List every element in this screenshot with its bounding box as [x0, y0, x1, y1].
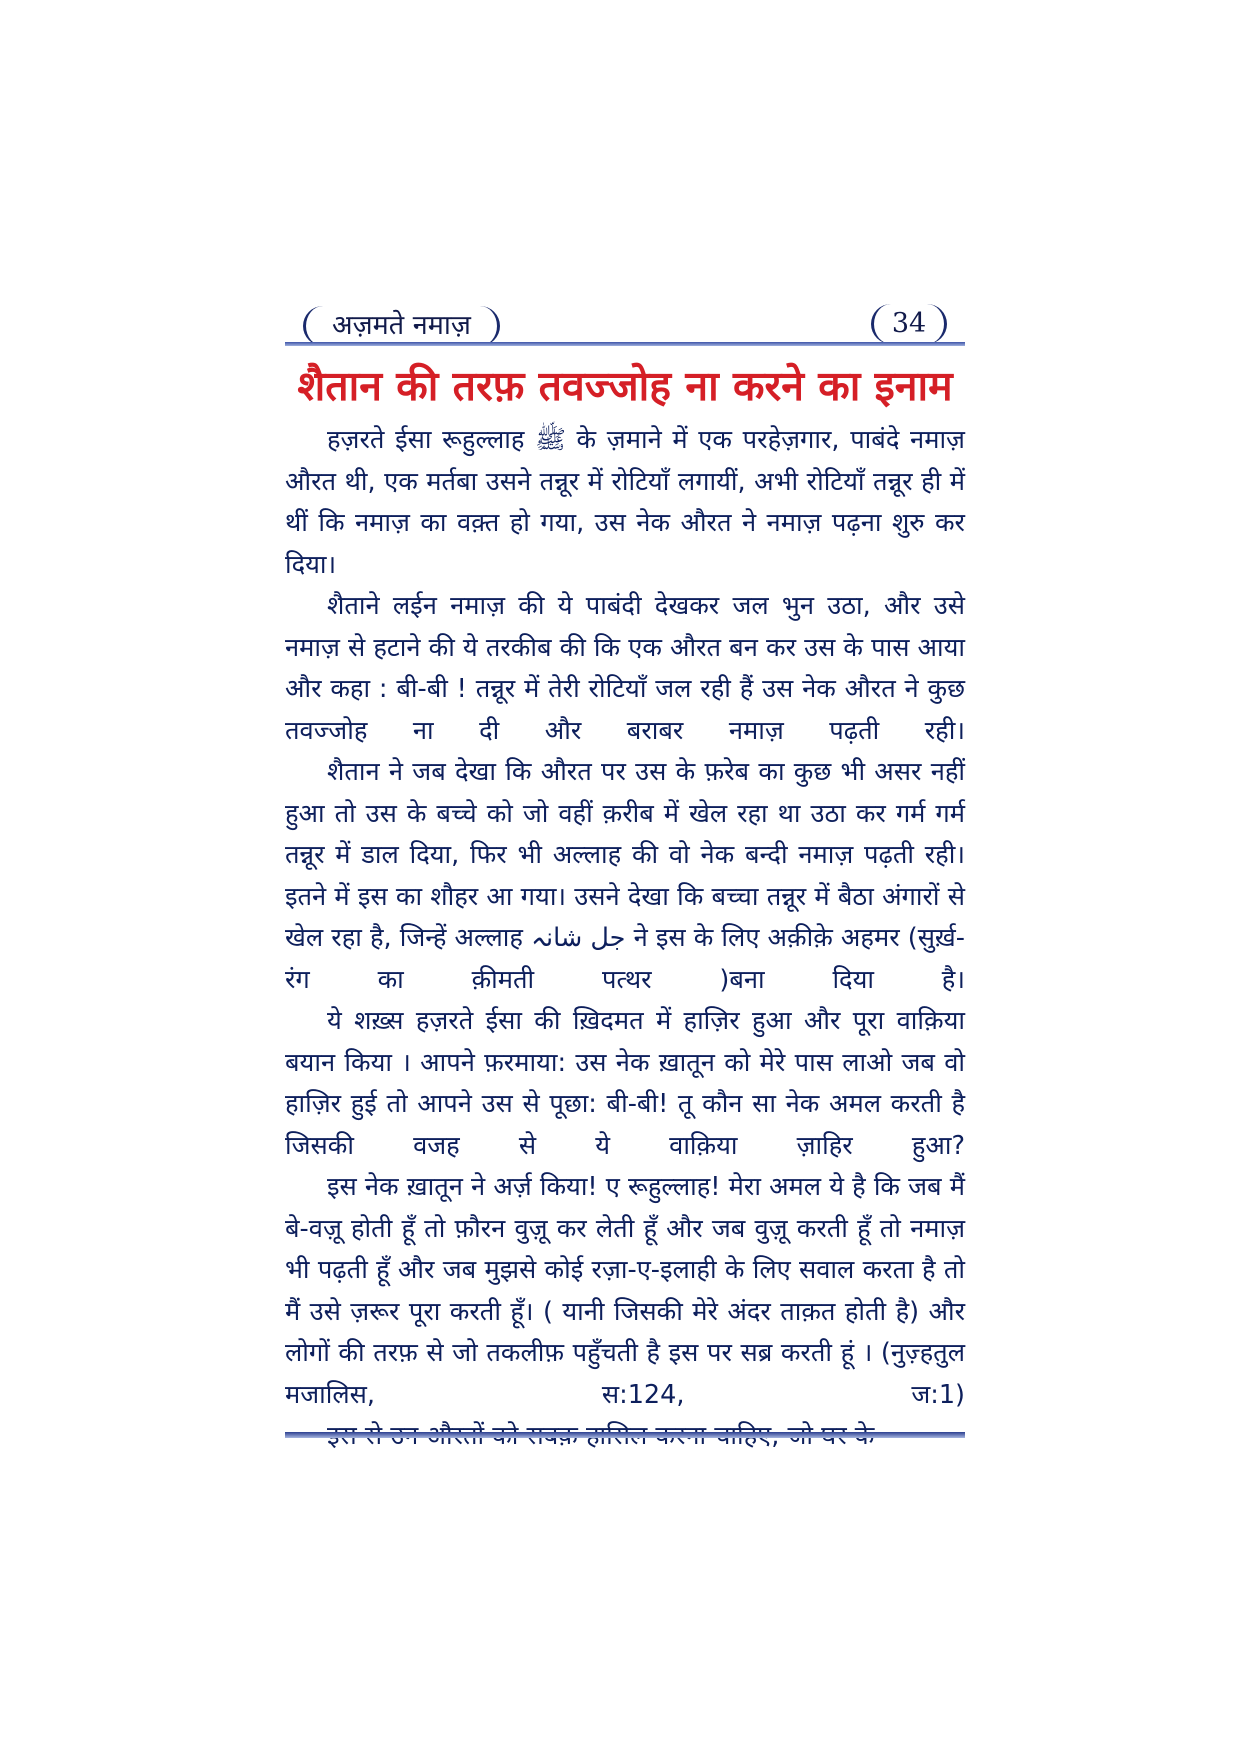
paragraph: हज़रते ईसा रूहुल्लाह ﷺ के ज़माने में एक परहेज़गार, पाबंदे नमाज़ औरत थी, एक मर्तबा उसने तन्नूर में रोटियाँ लगायीं, अभी रोटियाँ तन्नूर ही में थीं कि नमाज़ का वक़्त हो गया, उस नेक औरत ने नमाज़ पढ़ना शुरु कर दिया।	[285, 425, 965, 580]
paragraph: ये शख़्स हज़रते ईसा की ख़िदमत में हाज़िर हुआ और पूरा वाक़िया बयान किया । आपने फ़रमाया: उस नेक ख़ातून को मेरे पास लाओ जब वो हाज़िर हुई तो आपने उस से पूछा: बी-बी! तू कौन सा नेक अमल करती है जिसकी वजह से ये वाक़िया ज़ाहिर हुआ?	[285, 1006, 965, 1161]
paragraph: शैताने लईन नमाज़ की ये पाबंदी देखकर जल भुन उठा, और उसे नमाज़ से हटाने की ये तरकीब की कि एक औरत बन कर उस के पास आया और कहा : बी-बी ! तन्नूर में तेरी रोटियाँ जल रही हैं उस नेक औरत ने कुछ तवज्जोह ना दी और बराबर नमाज़ पढ़ती रही।	[285, 591, 966, 746]
paragraph: शैतान ने जब देखा कि औरत पर उस के फ़रेब का कुछ भी असर नहीं हुआ तो उस के बच्चे को जो वहीं क़रीब में खेल रहा था उठा कर गर्म गर्म तन्नूर में डाल दिया, फिर भी अल्लाह की वो नेक बन्दी नमाज़ पढ़ती रही। इतने में इस का शौहर आ गया। उसने देखा कि बच्चा तन्नूर में बैठा अंगारों से खेल रहा है, जिन्हें अल्लाह جل شانہ ने इस के लिए अक़ीक़े अहमर (सुर्ख़-रंग का क़ीमती पत्थर )बना दिया है।	[285, 757, 965, 995]
footer-divider	[285, 1432, 965, 1438]
page-number: 34	[871, 304, 947, 344]
paragraph: इस नेक ख़ातून ने अर्ज़ किया! ए रूहुल्लाह! मेरा अमल ये है कि जब मैं बे-वज़ू होती हूँ तो फ़ौरन वुज़ू कर लेती हूँ और जब वुज़ू करती हूँ तो नमाज़ भी पढ़ती हूँ और जब मुझसे कोई रज़ा-ए-इलाही के लिए सवाल करता है तो मैं उसे ज़रूर पूरा करती हूँ। ( यानी जिसकी मेरे अंदर ताक़त होती है) और लोगों की तरफ़ से जो तकलीफ़ पहुँचती है इस पर सब्र करती हूं । (नुज़्हतुल मजालिस, स:124, ज:1)	[285, 1172, 965, 1410]
body-text	[285, 420, 965, 1458]
chapter-heading: शैतान की तरफ़ तवज्जोह ना करने का इनाम	[297, 362, 953, 410]
book-title: अज़मते नमाज़	[303, 306, 500, 346]
header-divider	[285, 342, 965, 346]
